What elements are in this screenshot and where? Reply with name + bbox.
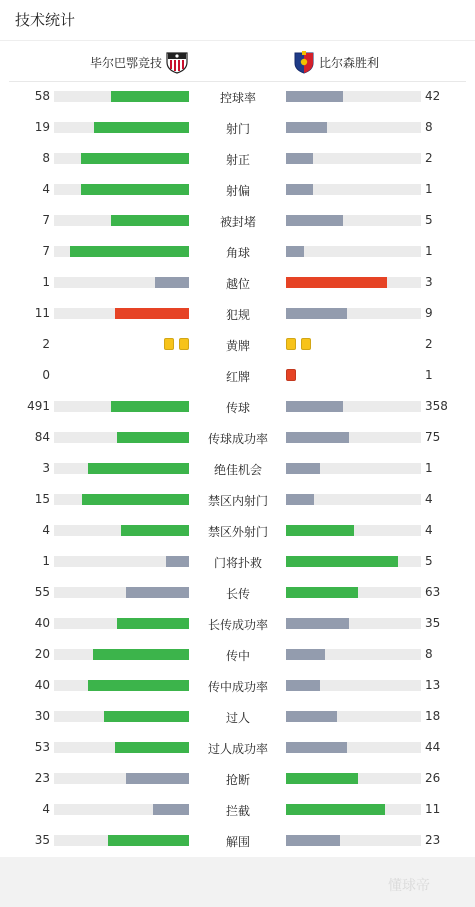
away-stat-bar [286, 680, 421, 691]
away-stat-value: 5 [425, 213, 433, 227]
stat-row [0, 211, 475, 231]
away-stat-bar [286, 835, 421, 846]
away-card-icon [286, 338, 296, 350]
home-stat-value: 8 [42, 151, 50, 165]
away-stat-bar-fill [286, 773, 358, 784]
stat-label: 越位 [225, 277, 250, 291]
stat-label: 长传 [225, 587, 250, 601]
stat-row [0, 707, 475, 727]
stat-row [0, 366, 475, 386]
stat-label: 门将扑救 [213, 556, 262, 570]
home-stat-bar-fill [70, 246, 189, 257]
away-stat-value: 9 [425, 306, 433, 320]
home-stat-bar [54, 308, 189, 319]
home-stat-bar-fill [88, 463, 189, 474]
home-stat-value: 20 [34, 647, 50, 661]
home-stat-bar [54, 494, 189, 505]
home-stat-bar-fill [126, 773, 189, 784]
away-stat-bar-fill [286, 277, 387, 288]
home-stat-bar-fill [108, 835, 189, 846]
home-stat-value: 1 [42, 554, 50, 568]
stat-row [0, 521, 475, 541]
away-stat-bar-fill [286, 835, 340, 846]
home-team-header[interactable] [90, 49, 188, 75]
stat-row [0, 397, 475, 417]
home-stat-bar [54, 153, 189, 164]
away-team-header[interactable] [293, 49, 379, 75]
home-stat-bar [54, 401, 189, 412]
home-stat-bar-fill [82, 494, 189, 505]
stat-label: 角球 [225, 246, 250, 260]
home-stat-bar-fill [88, 680, 189, 691]
away-stat-value: 1 [425, 244, 433, 258]
stat-row [0, 428, 475, 448]
away-stat-bar [286, 773, 421, 784]
stat-label: 长传成功率 [207, 618, 268, 632]
home-stat-value: 11 [34, 306, 50, 320]
home-stat-bar-fill [111, 91, 189, 102]
stat-row [0, 335, 475, 355]
stat-row [0, 738, 475, 758]
home-stat-bar [54, 122, 189, 133]
away-stat-value: 18 [425, 709, 441, 723]
away-stat-bar-fill [286, 742, 347, 753]
stat-label: 红牌 [225, 370, 250, 384]
away-stat-value: 75 [425, 430, 441, 444]
home-stat-bar [54, 618, 189, 629]
away-stat-bar-fill [286, 494, 314, 505]
stat-row [0, 273, 475, 293]
stat-row [0, 614, 475, 634]
home-stat-bar-fill [111, 215, 189, 226]
home-card-icon [179, 338, 189, 350]
divider [0, 40, 475, 41]
home-stat-bar-fill [94, 122, 189, 133]
home-stat-bar [54, 184, 189, 195]
home-stat-bar [54, 835, 189, 846]
home-stat-value: 3 [42, 461, 50, 475]
stat-label: 犯规 [225, 308, 250, 322]
home-stat-bar-fill [121, 525, 189, 536]
stat-label: 传中成功率 [207, 680, 268, 694]
stat-label: 绝佳机会 [213, 463, 262, 477]
stat-label: 射偏 [225, 184, 250, 198]
away-stat-value: 44 [425, 740, 441, 754]
stat-row [0, 242, 475, 262]
stat-row [0, 459, 475, 479]
home-stat-bar-fill [104, 711, 189, 722]
home-stat-bar [54, 649, 189, 660]
away-stat-bar-fill [286, 556, 398, 567]
away-stat-bar-fill [286, 618, 349, 629]
home-stat-bar [54, 91, 189, 102]
away-stat-bar-fill [286, 649, 325, 660]
away-stat-value: 4 [425, 523, 433, 537]
away-stat-value: 5 [425, 554, 433, 568]
away-stat-bar [286, 742, 421, 753]
stat-label: 禁区内射门 [207, 494, 268, 508]
away-stat-value: 8 [425, 120, 433, 134]
away-stat-bar-fill [286, 401, 343, 412]
home-stat-bar [54, 432, 189, 443]
away-stat-bar [286, 711, 421, 722]
stat-row [0, 552, 475, 572]
away-stat-bar [286, 463, 421, 474]
away-stat-value: 13 [425, 678, 441, 692]
away-stat-bar [286, 308, 421, 319]
home-stat-value: 4 [42, 802, 50, 816]
away-stat-bar [286, 432, 421, 443]
away-card-icon [286, 369, 296, 381]
away-stat-value: 2 [425, 151, 433, 165]
away-stat-bar [286, 804, 421, 815]
away-stat-bar-fill [286, 463, 320, 474]
stat-row [0, 676, 475, 696]
stat-label: 被封堵 [219, 215, 256, 229]
home-stat-bar-fill [126, 587, 189, 598]
home-stat-bar [54, 804, 189, 815]
home-stat-bar [54, 587, 189, 598]
away-stat-bar-fill [286, 246, 304, 257]
home-stat-bar [54, 742, 189, 753]
home-stat-bar-fill [81, 184, 189, 195]
away-stat-bar [286, 494, 421, 505]
home-stat-bar [54, 525, 189, 536]
home-stat-value: 19 [34, 120, 50, 134]
home-stat-bar [54, 773, 189, 784]
away-card-icon [301, 338, 311, 350]
away-stat-value: 8 [425, 647, 433, 661]
away-stat-value: 63 [425, 585, 441, 599]
away-stat-bar-fill [286, 91, 343, 102]
home-stat-value: 2 [42, 337, 50, 351]
stat-row [0, 490, 475, 510]
away-stat-bar [286, 525, 421, 536]
stat-label: 传球 [225, 401, 250, 415]
away-stat-bar [286, 649, 421, 660]
home-team-name: 毕尔巴鄂竞技 [90, 55, 163, 70]
away-stat-bar-fill [286, 525, 354, 536]
away-stat-value: 26 [425, 771, 441, 785]
home-stat-bar [54, 277, 189, 288]
stat-label: 射正 [225, 153, 250, 167]
stat-label: 抢断 [225, 773, 250, 787]
stat-label: 射门 [225, 122, 250, 136]
home-stat-value: 4 [42, 182, 50, 196]
stat-label: 过人 [225, 711, 250, 725]
home-stat-value: 30 [34, 709, 50, 723]
stat-label: 解围 [225, 835, 250, 849]
home-stat-bar-fill [117, 432, 189, 443]
stat-row [0, 800, 475, 820]
away-stat-bar [286, 401, 421, 412]
away-stat-bar [286, 153, 421, 164]
stat-row [0, 831, 475, 851]
stat-row [0, 118, 475, 138]
away-stat-bar-fill [286, 308, 347, 319]
away-stat-value: 1 [425, 182, 433, 196]
home-stat-bar-fill [81, 153, 189, 164]
home-stat-bar-fill [166, 556, 189, 567]
stat-label: 控球率 [219, 91, 256, 105]
away-stat-bar [286, 587, 421, 598]
away-stat-value: 11 [425, 802, 441, 816]
home-stat-value: 23 [34, 771, 50, 785]
stat-label: 传球成功率 [207, 432, 268, 446]
home-stat-value: 7 [42, 244, 50, 258]
home-stat-value: 15 [34, 492, 50, 506]
home-stat-bar-fill [155, 277, 189, 288]
home-stat-bar-fill [115, 742, 189, 753]
home-stat-value: 0 [42, 368, 50, 382]
athletic-bilbao-crest-icon [166, 50, 188, 74]
away-stat-bar-fill [286, 184, 313, 195]
away-stat-bar [286, 184, 421, 195]
home-stat-bar [54, 711, 189, 722]
stat-row [0, 645, 475, 665]
away-stat-bar-fill [286, 680, 320, 691]
home-stat-value: 40 [34, 678, 50, 692]
away-stat-value: 23 [425, 833, 441, 847]
away-stat-value: 2 [425, 337, 433, 351]
away-stat-bar [286, 246, 421, 257]
away-stat-bar [286, 122, 421, 133]
away-stat-bar-fill [286, 153, 313, 164]
away-stat-bar-fill [286, 215, 343, 226]
away-stat-value: 3 [425, 275, 433, 289]
away-stat-bar-fill [286, 804, 385, 815]
viktoria-plzen-crest-icon [293, 50, 315, 74]
stat-row [0, 769, 475, 789]
home-stat-value: 84 [34, 430, 50, 444]
home-stat-value: 40 [34, 616, 50, 630]
home-stat-value: 55 [34, 585, 50, 599]
home-stat-bar-fill [115, 308, 189, 319]
stat-label: 黄牌 [225, 339, 250, 353]
stat-label: 传中 [225, 649, 250, 663]
section-title: 技术统计 [15, 11, 76, 29]
home-stat-bar-fill [93, 649, 189, 660]
home-stat-value: 491 [27, 399, 50, 413]
away-stat-value: 4 [425, 492, 433, 506]
stat-row [0, 180, 475, 200]
home-stat-bar [54, 463, 189, 474]
stat-label: 禁区外射门 [207, 525, 268, 539]
away-stat-bar-fill [286, 432, 349, 443]
away-stat-bar-fill [286, 587, 358, 598]
away-stat-bar-fill [286, 122, 327, 133]
home-card-icon [164, 338, 174, 350]
stat-row [0, 583, 475, 603]
home-stat-bar [54, 246, 189, 257]
home-stat-bar-fill [117, 618, 189, 629]
home-stat-bar-fill [111, 401, 189, 412]
stat-label: 拦截 [225, 804, 250, 818]
home-stat-value: 7 [42, 213, 50, 227]
away-stat-bar [286, 618, 421, 629]
home-stat-bar [54, 680, 189, 691]
away-stat-bar [286, 215, 421, 226]
away-stat-bar [286, 556, 421, 567]
home-stat-value: 35 [34, 833, 50, 847]
away-stat-value: 1 [425, 461, 433, 475]
watermark: 懂球帝 [388, 878, 430, 894]
stat-row [0, 149, 475, 169]
away-team-name: 比尔森胜利 [319, 55, 380, 70]
home-stat-bar [54, 215, 189, 226]
away-stat-value: 358 [425, 399, 448, 413]
home-stat-value: 1 [42, 275, 50, 289]
stat-label: 过人成功率 [207, 742, 268, 756]
away-stat-value: 42 [425, 89, 441, 103]
away-stat-value: 1 [425, 368, 433, 382]
away-stat-bar [286, 277, 421, 288]
divider [9, 81, 466, 82]
away-stat-value: 35 [425, 616, 441, 630]
home-stat-value: 4 [42, 523, 50, 537]
home-stat-value: 58 [34, 89, 50, 103]
stat-row [0, 304, 475, 324]
home-stat-bar [54, 556, 189, 567]
home-stat-bar-fill [153, 804, 189, 815]
stat-row [0, 87, 475, 107]
home-stat-value: 53 [34, 740, 50, 754]
away-stat-bar [286, 91, 421, 102]
away-stat-bar-fill [286, 711, 337, 722]
